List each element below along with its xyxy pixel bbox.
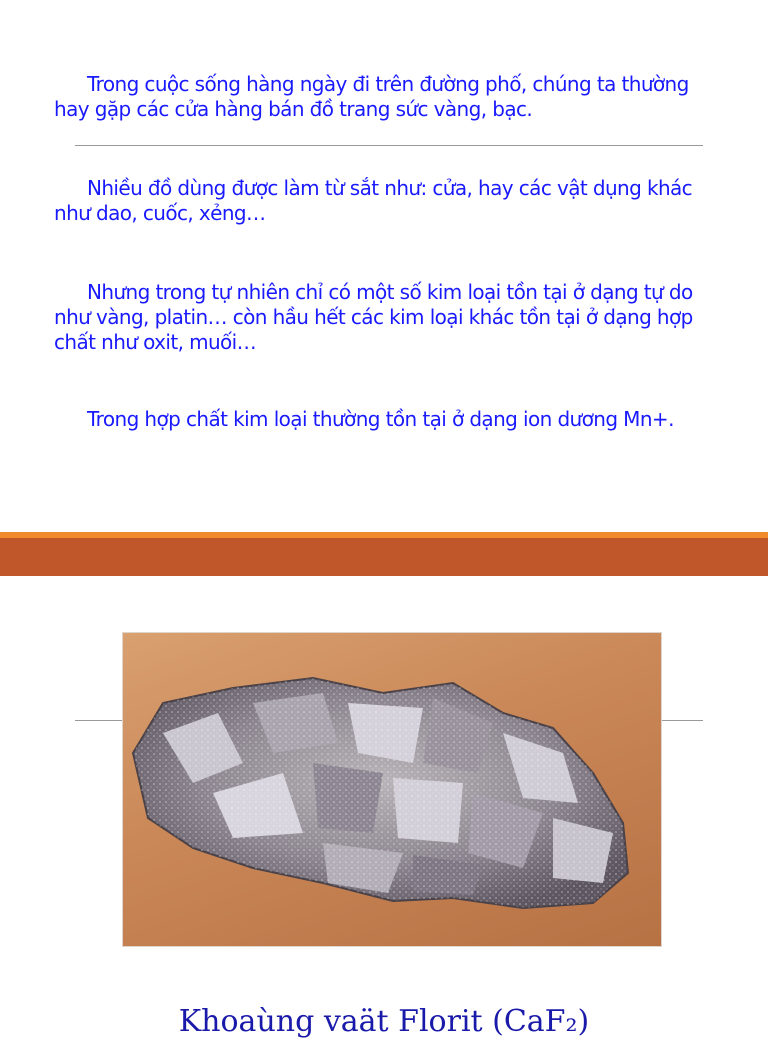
fluorite-mineral-photo	[122, 632, 662, 947]
paragraph-3: Nhưng trong tự nhiên chỉ có một số kim loại tồn tại ở dạng tự do như vàng, platin… còn hầu hết các kim loại khác tồn tại ở dạng hợp chất như oxit, muối…	[54, 280, 693, 354]
title-divider-right	[658, 720, 703, 721]
title-divider	[75, 145, 703, 146]
paragraph-2: Nhiều đồ dùng được làm từ sắt như: cửa, hay các vật dụng khác như dao, cuốc, xẻng…	[54, 176, 693, 225]
paragraph-1: Trong cuộc sống hàng ngày đi trên đường phố, chúng ta thường hay gặp các cửa hàng bán đồ trang sức vàng, bạc.	[54, 72, 689, 121]
mineral-rock-drawing	[123, 633, 661, 946]
paragraph-4: Trong hợp chất kim loại thường tồn tại ở dạng ion dương Mn+.	[87, 407, 674, 431]
photo-caption: Khoaùng vaät Florit (CaF₂)	[178, 1004, 590, 1039]
slide-separator-band	[0, 538, 768, 576]
title-divider-left	[75, 720, 123, 721]
